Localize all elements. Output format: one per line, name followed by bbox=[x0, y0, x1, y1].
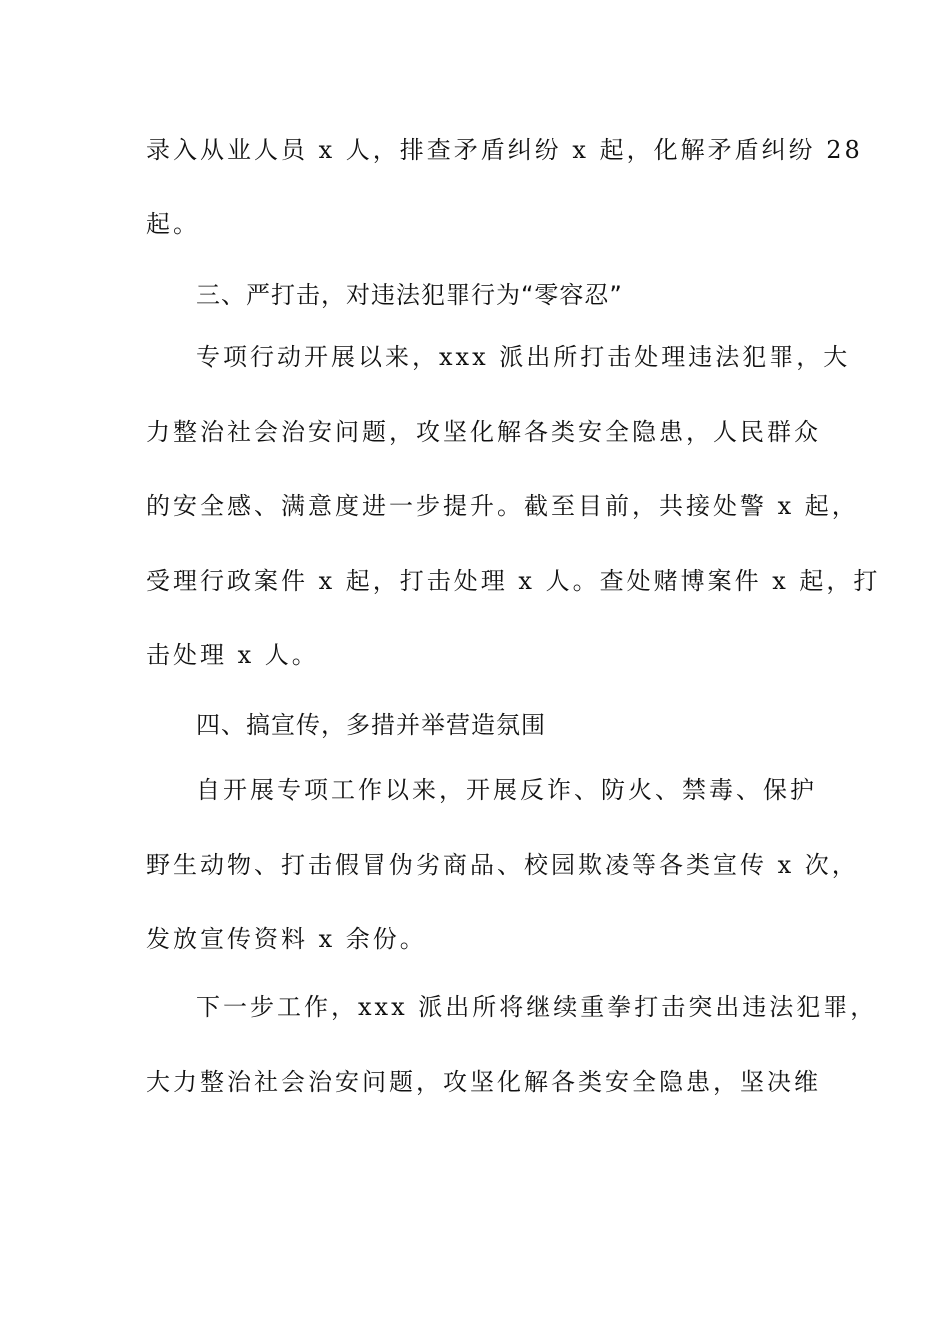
section-heading: 四、搞宣传，多措并举营造氛围 bbox=[196, 711, 546, 739]
paragraph-line: 起。 bbox=[146, 210, 200, 238]
paragraph-line: 的安全感、满意度进一步提升。截至目前，共接处警 x 起， bbox=[146, 492, 859, 520]
paragraph-line: 野生动物、打击假冒伪劣商品、校园欺凌等各类宣传 x 次， bbox=[146, 851, 859, 879]
paragraph-line: 击处理 x 人。 bbox=[146, 641, 319, 669]
paragraph-line: 专项行动开展以来，xxx 派出所打击处理违法犯罪，大 bbox=[196, 343, 851, 371]
paragraph-line: 大力整治社会治安问题，攻坚化解各类安全隐患，坚决维 bbox=[146, 1068, 821, 1096]
paragraph-line: 录入从业人员 x 人，排查矛盾纠纷 x 起，化解矛盾纠纷 28 bbox=[146, 136, 863, 164]
paragraph-line: 发放宣传资料 x 余份。 bbox=[146, 925, 427, 953]
paragraph-line: 下一步工作，xxx 派出所将继续重拳打击突出违法犯罪， bbox=[196, 993, 878, 1021]
paragraph-line: 自开展专项工作以来，开展反诈、防火、禁毒、保护 bbox=[196, 776, 817, 804]
section-heading: 三、严打击，对违法犯罪行为“零容忍” bbox=[196, 281, 623, 309]
paragraph-line: 受理行政案件 x 起，打击处理 x 人。查处赌博案件 x 起，打 bbox=[146, 567, 881, 595]
paragraph-line: 力整治社会治安问题，攻坚化解各类安全隐患，人民群众 bbox=[146, 418, 821, 446]
